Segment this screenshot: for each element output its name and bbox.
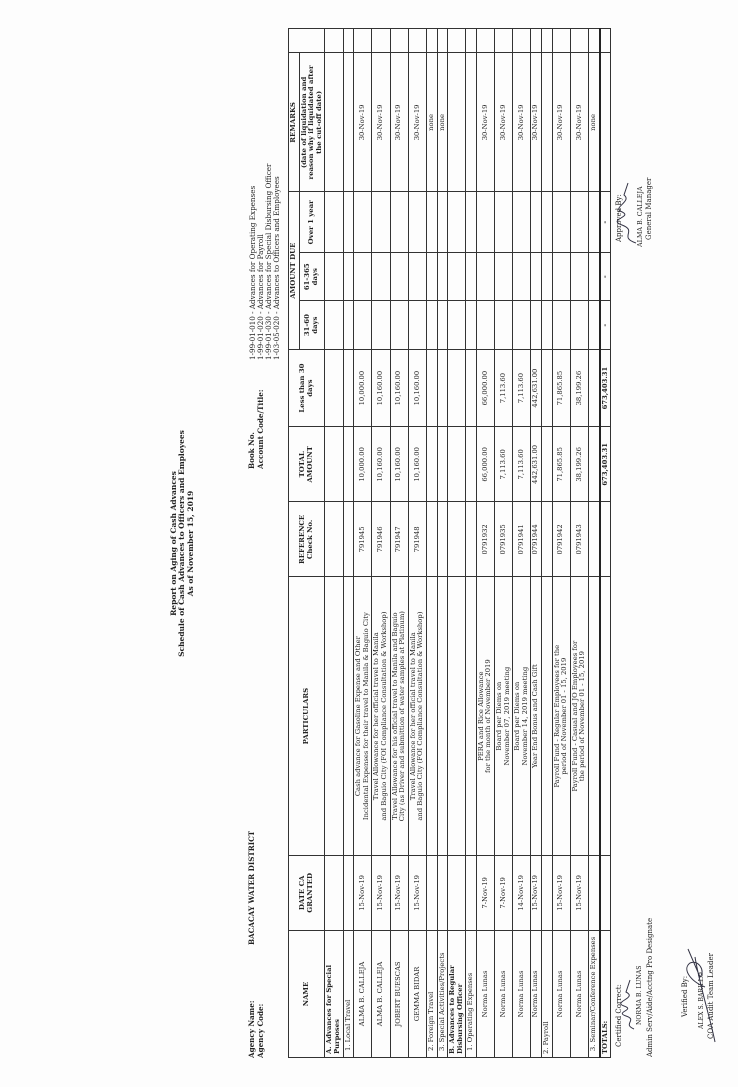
table-row: ALMA B. CALLEJA 15-Nov-19 Travel Allowance for her official travel to Manila and Baguio City (FOI Compliance Consultation & Workshop) 791946 10,160.00 10,160.00 30-Nov-19 [372,29,390,1058]
col-remarks-sub: (date of liquidation and reason why if liquidated after the cut-off date) [299,53,325,192]
col-name: NAME [289,930,325,1057]
verified-title: COA Audit Team Leader [707,953,715,1039]
table-row: GEMMA BIDAR 15-Nov-19 Travel Allowance for her official travel to Manila and Baguio City (FOI Compliance Consultation & Workshop) 791948 10,160.00 10,160.00 30-Nov-19 [408,29,426,1058]
account-code-2: 1-99-01-020 - Advances for Payroll [256,234,265,360]
agency-name-label: Agency Name: [247,1000,256,1058]
section-row: 3. Seminar/Conference Expenses none [589,29,600,1058]
totals-lt30: 673,403.31 [600,349,611,426]
table-row: Norma Lunas 15-Nov-19 Year End Bonus and Cash Gift 0791944 442,631.00 442,631.00 30-Nov-19 [531,29,542,1058]
col-lt30: Less than 30 days [289,349,325,426]
table-row: Norma Lunas 14-Nov-19 Board per Diems on November 14, 2019 meeting 0791941 7,113.60 7,113.60 30-Nov-19 [513,29,531,1058]
report-title-block [170,300,195,787]
col-31-60: 31-60 days [299,301,325,349]
table-row: Norma Lunas 15-Nov-19 Payroll Fund - Casual and JO Employees for the period of November 01 - 15, 2019 0791943 38,199.26 38,199.26 30-Nov-19 [570,29,588,1058]
col-over-1-year: Over 1 year [299,192,325,253]
col-blank [289,29,325,53]
section-row: 1. Operating Expenses [466,29,477,1058]
table-row: ALMA B. CALLEJA 15-Nov-19 Cash advance for Gasoline Expense and Other Incidental Expenses for their travel to Manila & Baguio City 791945 10,000.00 10,000.00 30-Nov-19 [354,29,372,1058]
col-61-365: 61-365 days [299,253,325,301]
verified-label: Verified By: [681,975,689,1017]
section-row: 1. Local Travel [343,29,354,1058]
account-code-1: 1-99-01-010 - Advances for Operating Expenses [248,185,257,360]
col-date: DATE CA GRANTED [289,855,325,930]
agency-code-label: Agency Code: [256,1003,265,1058]
certified-signature [618,972,640,1032]
approved-title: General Manager [645,177,653,240]
book-no-label: Book No. [247,432,256,469]
table-row: Norma Lunas 7-Nov-19 PERA and Rice Allowance for the month of November 2019 0791932 66,000.00 66,000.00 30-Nov-19 [476,29,494,1058]
header-row-1 [289,29,300,1058]
certified-label: Certified Correct: [615,984,623,1047]
col-particulars: PARTICULARS [289,577,325,855]
totals-row: TOTALS: 673,403.31 673,403.31 - - - [600,29,611,1058]
report-subtitle: Schedule of Cash Advances to Officers and Employees [177,430,187,657]
approved-signature [612,177,642,247]
certified-name: NORMA B. LUNAS [636,965,643,1025]
col-amount-due: AMOUNT DUE [289,192,300,349]
col-remarks: REMARKS [289,53,300,192]
report-title: Report on Aging of Cash Advances [169,471,178,616]
table-row: Norma Lunas 15-Nov-19 Payroll Fund - Regular Employees for the period of November 01 - 15, 2019 0791942 71,865.85 71,865.85 30-Nov-19 [552,29,570,1058]
account-code-3: 1-99-01-030 - Advances for Special Disbursing Officer [264,163,273,360]
table-row: Norma Lunas 7-Nov-19 Board per Diems on November 07, 2019 meeting 0791935 7,113.60 7,113.60 30-Nov-19 [495,29,513,1058]
cash-advances-table [288,28,611,1058]
table-row: JOBERT BUESCAS 15-Nov-19 Travel Allowance for his official travel to Manila and Baguio City (as Driver and submittion of water samples at Platinum) 791947 10,160.00 10,160.00 30-Nov-19 [390,29,408,1058]
agency-name-value: BACACAY WATER DISTRICT [247,830,256,945]
section-row: 3. Special Activities/Projects none [437,29,448,1058]
col-reference: REFERENCE Check No. [289,502,325,577]
verified-signature [670,927,720,1047]
approved-label: Approved By: [615,194,623,242]
verified-name: ALEX S. BARILLO [698,972,705,1029]
section-row: 2. Payroll [542,29,553,1058]
certified-title: Admin Serv/Aide/Acctng Pro Designate [646,917,654,1057]
account-code-label: Account Code/Title: [256,389,265,469]
col-total: TOTAL AMOUNT [289,427,325,502]
report-date: As of November 15, 2019 [185,490,195,597]
section-row: A. Advances for Special Purposes [325,29,343,1058]
section-row: 2. Foreign Travel none [426,29,437,1058]
approved-name: ALMA B. CALLEJA [636,186,644,247]
totals-total: 673,403.31 [600,427,611,502]
account-code-4: 1-03-05-020 - Advances to Officers and Employees [272,176,281,360]
section-row: B. Advances to Regular Disbursing Officer [448,29,466,1058]
